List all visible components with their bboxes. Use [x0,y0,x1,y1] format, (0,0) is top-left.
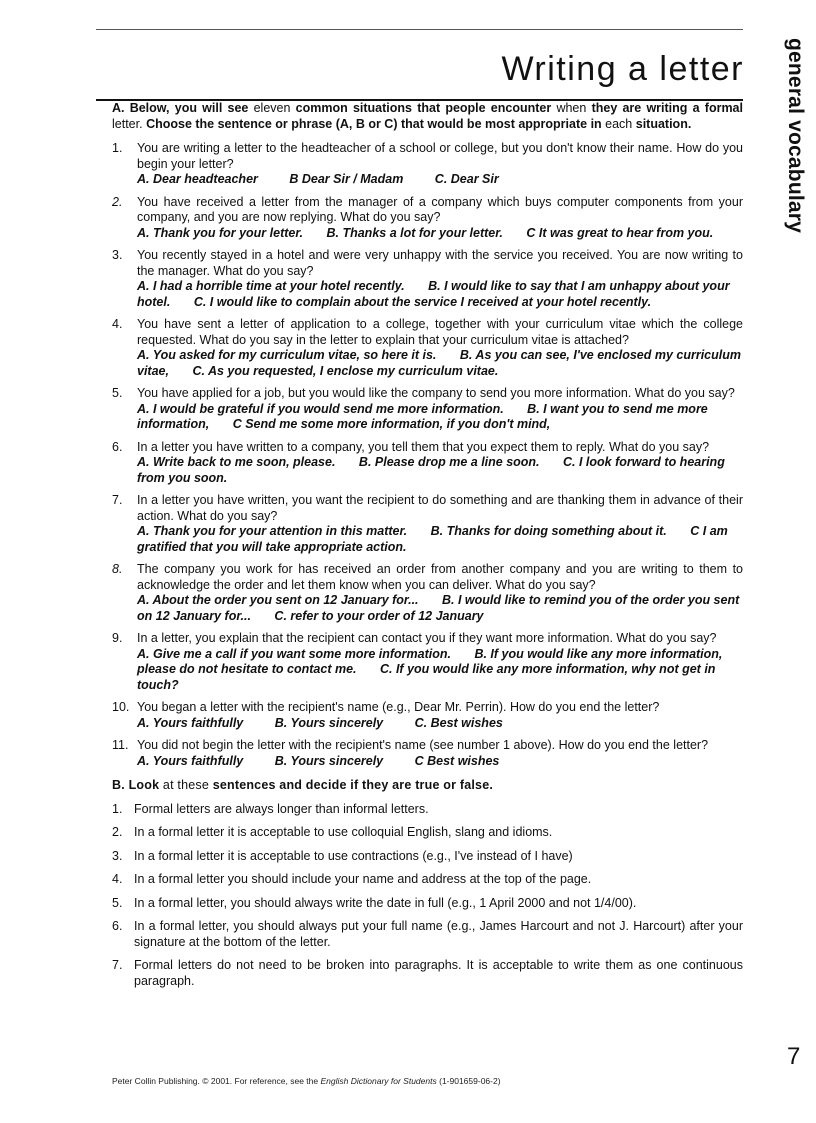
answer-option[interactable]: C. refer to your order of 12 January [274,608,484,623]
statement-list [112,802,743,990]
question-item [112,195,743,242]
answer-option[interactable]: C. I look forward to hearing from you soon. [137,455,725,485]
statement-number: 2. [112,825,123,839]
answer-option[interactable]: B. Yours sincerely [274,753,384,768]
question-item [112,141,743,188]
answer-option[interactable]: B. I would like to remind you of the order you sent on 12 January for... [137,593,740,623]
statement-text: In a formal letter you should include your name and address at the top of the page. [134,872,592,886]
footer-text: Peter Collin Publishing. © 2001. For reference, see the [112,1076,319,1086]
question-number: 5. [112,386,123,400]
statement-item [112,958,743,989]
answer-option[interactable]: A. Write back to me soon, please. [137,455,336,469]
question-item [112,440,743,487]
question-number: 3. [112,248,123,262]
statement-number: 1. [112,801,123,816]
statement-item [112,896,743,912]
answer-option[interactable]: C Best wishes [414,753,500,768]
statement-item [112,802,743,818]
question-text: You have sent a letter of application to a college, together with your curriculum vitae which the college requested. What do you say in the letter to explain that your curriculum vitae is attached? [137,317,743,347]
statement-text: Formal letters are always longer than informal letters. [134,801,429,816]
intro-text: when [556,101,587,115]
section-b-text: B. Look [112,778,160,792]
statement-item [112,919,743,950]
intro-text: they are writing a formal [591,101,743,115]
statement-item [112,849,743,865]
answer-options [137,348,743,379]
answer-option[interactable]: A. I had a horrible time at your hotel recently. [137,279,405,293]
answer-option[interactable]: A. About the order you sent on 12 January for... [137,593,419,607]
question-item [112,317,743,379]
answer-option[interactable]: C. Best wishes [414,715,503,730]
answer-options [137,279,743,310]
question-number: 11. [112,738,129,752]
question-item [112,493,743,555]
question-text: You have applied for a job, but you would like the company to send you more information. What do you say? [137,386,735,400]
question-number: 1. [112,141,123,155]
answer-option[interactable]: C. If you would like any more information, why not get in touch? [137,662,716,692]
intro-text: situation. [635,116,692,131]
statement-number: 4. [112,872,123,886]
question-number: 8. [112,562,123,576]
question-text: The company you work for has received an order from another company and you are writing to them to acknowledge the order and let them know when you can deliver. What do you say? [137,562,743,592]
answer-options [137,754,743,770]
answer-option[interactable]: B. Thanks for doing something about it. [430,524,667,538]
question-number: 9. [112,631,123,645]
question-text: You have received a letter from the manager of a company which buys computer components from your company, and you are now replying. What do you say? [137,194,743,224]
answer-option[interactable]: C. Dear Sir [434,172,499,186]
answer-option[interactable]: C. I would like to complain about the service I received at your hotel recently. [193,294,652,309]
question-number: 6. [112,439,123,454]
statement-text: In a formal letter, you should always write the date in full (e.g., 1 April 2000 and not 1/4/00). [134,895,637,910]
answer-option[interactable]: B. Yours sincerely [274,715,384,730]
answer-option[interactable]: A. Yours faithfully [137,715,244,730]
section-b-text: at these [162,778,209,792]
page-title: Writing a letter [501,50,744,88]
answer-options [137,455,743,486]
answer-option[interactable]: B. If you would like any more information, please do not hesitate to contact me. [137,646,723,676]
question-text: You recently stayed in a hotel and were very unhappy with the service you received. You are now writing to the manager. What do you say? [137,248,743,278]
intro-text: common situations that people encounter [295,101,552,115]
question-number: 4. [112,317,123,331]
section-b-instructions [112,778,743,794]
statement-item [112,825,743,841]
statement-item [112,872,743,888]
intro-text: letter. [112,116,143,131]
section-a-instructions [112,101,743,132]
answer-options [137,402,743,433]
question-list [112,141,743,769]
page-number: 7 [787,1043,801,1070]
answer-option[interactable]: C. As you requested, I enclose my curriculum vitae. [192,363,499,378]
question-item [112,738,743,769]
question-text: In a letter you have written, you want the recipient to do something and are thanking them in advance of their action. What do you say? [137,493,743,523]
side-label: general vocabulary [784,38,807,234]
answer-options [137,647,743,694]
answer-option[interactable]: B. Please drop me a line soon. [358,455,540,469]
question-item [112,248,743,310]
question-text: You did not begin the letter with the recipient's name (see number 1 above). How do you end the letter? [137,738,709,752]
answer-option[interactable]: B. I want you to send me more information, [137,401,708,431]
question-text: You are writing a letter to the headteacher of a school or college, but you don't know their name. How do you begin your letter? [137,141,743,171]
answer-option[interactable]: B Dear Sir / Madam [289,172,404,186]
answer-option[interactable]: C Send me some more information, if you don't mind, [232,417,551,431]
question-item [112,562,743,624]
answer-option[interactable]: B. Thanks a lot for your letter. [326,225,503,240]
answer-option[interactable]: A. I would be grateful if you would send me more information. [137,401,504,416]
question-item [112,386,743,433]
footer-isbn: (1-901659-06-2) [439,1076,501,1086]
answer-option[interactable]: A. Give me a call if you want some more information. [137,646,451,661]
statement-text: In a formal letter, you should always put your full name (e.g., James Harcourt and not J. Harcourt) after your signature at the bottom of the letter. [134,919,743,949]
answer-option[interactable]: C I am gratified that you will take appropriate action. [137,524,728,554]
side-tab [774,38,814,278]
question-text: In a letter, you explain that the recipient can contact you if they want more information. What do you say? [137,631,717,645]
worksheet [112,101,743,997]
answer-options [137,716,743,732]
question-item [112,631,743,693]
answer-option[interactable]: A. Dear headteacher [137,172,258,186]
question-text: In a letter you have written to a company, you tell them that you expect them to reply. What do you say? [137,439,710,454]
question-number: 10. [112,700,130,714]
question-number: 7. [112,493,123,507]
answer-option[interactable]: A. Thank you for your letter. [137,225,303,240]
answer-option[interactable]: A. You asked for my curriculum vitae, so here it is. [137,348,437,362]
answer-options [137,593,743,624]
question-item [112,700,743,731]
statement-number: 3. [112,848,123,863]
intro-text: A. Below, you will see [112,101,249,115]
question-number: 2. [112,194,123,209]
answer-options [137,172,743,188]
answer-option[interactable]: B. As you can see, I've enclosed my curriculum vitae, [137,348,741,378]
statement-text: In a formal letter it is acceptable to use colloquial English, slang and idioms. [134,825,553,839]
footer-credit [112,1076,501,1086]
answer-options [137,226,743,242]
answer-option[interactable]: C It was great to hear from you. [526,225,714,240]
answer-option[interactable]: B. I would like to say that I am unhappy about your hotel. [137,279,730,309]
statement-number: 5. [112,895,123,910]
intro-text: eleven [253,101,291,115]
statement-text: In a formal letter it is acceptable to use contractions (e.g., I've instead of I have) [134,848,573,863]
question-text: You began a letter with the recipient's name (e.g., Dear Mr. Perrin). How do you end the letter? [137,700,660,714]
statement-number: 6. [112,919,123,933]
intro-text: each [605,116,633,131]
statement-number: 7. [112,958,123,972]
answer-options [137,524,743,555]
answer-option[interactable]: A. Thank you for your attention in this matter. [137,524,408,538]
statement-text: Formal letters do not need to be broken into paragraphs. It is acceptable to write them as one continuous paragraph. [134,958,743,988]
section-b-text: sentences and decide if they are true or false. [212,778,494,792]
top-rule [96,29,743,30]
answer-option[interactable]: A. Yours faithfully [137,753,244,768]
intro-text: Choose the sentence or phrase (A, B or C) that would be most appropriate in [146,116,602,131]
footer-book-title: English Dictionary for Students [320,1076,437,1086]
